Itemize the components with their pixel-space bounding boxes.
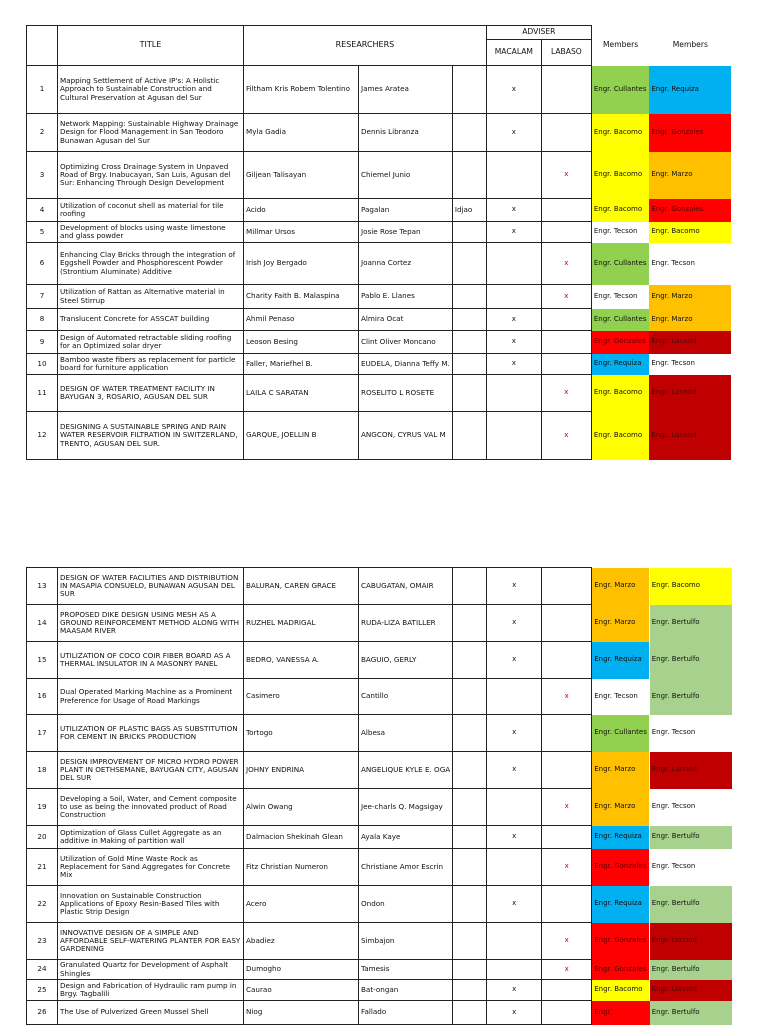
researcher-1: BEDRO, VANESSA A. [244,642,359,679]
table-row [27,980,732,1001]
row-title: UTILIZATION OF COCO COIR FIBER BOARD AS A THERMAL INSULATOR IN A MASONRY PANEL [58,642,244,679]
adviser-macalam-mark [487,849,542,886]
researcher-1: Giljean Talisayan [244,152,359,199]
researcher-3 [453,1001,487,1025]
table-row [27,715,732,752]
adviser-macalam-mark [486,243,541,285]
researcher-2: Simbajon [359,923,453,960]
table-row [27,285,732,309]
table-row [27,849,732,886]
member-1-badge: Engr. Gonzales [592,923,650,960]
researcher-2: Bat-ongan [359,980,453,1001]
researcher-3 [453,960,487,980]
researcher-3 [452,222,486,243]
member-1-badge: Engr. Gonzales [592,960,650,980]
researcher-3 [453,980,487,1001]
researcher-3 [453,826,487,849]
member-1-badge: Engr. Tecson [592,679,650,715]
researcher-3 [453,642,487,679]
row-title: Utilization of coconut shell as material for tile roofing [58,199,244,222]
row-number: 6 [27,243,58,285]
member-2-badge: Engr. Tecson [649,243,731,285]
adviser-macalam-mark: x [487,826,542,849]
adviser-labaso-mark [541,199,591,222]
adviser-macalam-mark: x [486,114,541,152]
row-title: Granulated Quartz for Development of Asphalt Shingles [58,960,244,980]
adviser-labaso-mark [542,715,592,752]
row-number: 7 [27,285,58,309]
researcher-3 [452,114,486,152]
researcher-1: Acero [244,886,359,923]
member-1-badge: Engr. Requiza [591,354,649,375]
member-2-badge: Engr. Lucnod [650,752,732,789]
researcher-2: Jee-charls Q. Magsigay [359,789,453,826]
researcher-2: EUDELA, Dianna Teffy M. [359,354,453,375]
researcher-3 [452,243,486,285]
row-number: 21 [27,849,58,886]
member-2-badge: Engr. Bacomo [650,568,732,605]
row-title: Developing a Soil, Water, and Cement composite to use as being the innovated product of Road Construction [58,789,244,826]
row-number: 8 [27,309,58,331]
row-number: 5 [27,222,58,243]
adviser-labaso-mark [542,642,592,679]
row-title: Development of blocks using waste limestone and glass powder [58,222,244,243]
adviser-labaso-mark [541,66,591,114]
researcher-2: Josie Rose Tepan [359,222,453,243]
researcher-2: Christiane Amor Escrin [359,849,453,886]
adviser-macalam-mark: x [487,886,542,923]
member-2-badge: Engr. Bertulfo [650,826,732,849]
member-1-badge: Engr. Cullantes [591,66,649,114]
member-1-badge: Engr. Bacomo [591,199,649,222]
researcher-1: BALURAN, CAREN GRACE [244,568,359,605]
researcher-1: Niog [244,1001,359,1025]
researcher-1: Filtham Kris Robem Tolentino [244,66,359,114]
researcher-1: LAILA C SARATAN [244,375,359,412]
adviser-labaso-mark [541,114,591,152]
member-2-badge: Engr. Requiza [649,66,731,114]
researcher-3 [452,309,486,331]
researcher-1: Casimero [244,679,359,715]
member-1-badge: Engr. Bacomo [591,375,649,412]
researcher-1: Dumogho [244,960,359,980]
researcher-2: BAGUIO, GERLY [359,642,453,679]
adviser-macalam-mark: x [487,605,542,642]
adviser-labaso-mark: x [542,789,592,826]
row-number: 23 [27,923,58,960]
row-number: 25 [27,980,58,1001]
header-members-2: Members [672,40,708,50]
row-number: 20 [27,826,58,849]
adviser-labaso-mark [542,980,592,1001]
adviser-labaso-mark [541,331,591,354]
adviser-labaso-mark [541,222,591,243]
researcher-1: Ahmil Penaso [244,309,359,331]
researcher-3 [452,285,486,309]
researcher-1: Myla Gadia [244,114,359,152]
adviser-macalam-mark: x [486,66,541,114]
adviser-labaso-mark: x [541,412,591,460]
header-adviser-macalam: MACALAM [486,40,541,66]
researcher-3 [453,886,487,923]
header-adviser: ADVISER [486,26,591,40]
table-row [27,66,732,114]
researcher-2: Pablo E. Llanes [359,285,453,309]
member-2-badge: Engr. Lucnod [649,331,731,354]
table-row [27,152,732,199]
row-title: DESIGN OF WATER TREATMENT FACILITY IN BAYUGAN 3, ROSARIO, AGUSAN DEL SUR [58,375,244,412]
row-title: DESIGN IMPROVEMENT OF MICRO HYDRO POWER PLANT IN OETHSEMANE, BAYUGAN CITY, AGUSAN DEL SUR [58,752,244,789]
adviser-macalam-mark: x [487,980,542,1001]
adviser-macalam-mark: x [486,309,541,331]
adviser-macalam-mark [487,923,542,960]
researcher-2: ROSELITO L ROSETE [359,375,453,412]
researcher-1: Acido [244,199,359,222]
member-1-badge: Engr. Marzo [592,568,650,605]
row-number: 18 [27,752,58,789]
member-2-badge: Engr. Tecson [650,849,732,886]
row-title: Optimization of Glass Cullet Aggregate as an additive in Making of partition wall [58,826,244,849]
researcher-1: Alwin Owang [244,789,359,826]
member-1-badge: Engr. Marzo [592,789,650,826]
researcher-3: Idjao [452,199,486,222]
row-number: 26 [27,1001,58,1025]
member-2-badge: Engr. Bertulfo [650,642,732,679]
adviser-labaso-mark [542,568,592,605]
table-row [27,568,732,605]
table-row [27,752,732,789]
adviser-macalam-mark [486,285,541,309]
adviser-macalam-mark: x [487,715,542,752]
member-1-badge: Engr. Cullantes [592,715,650,752]
header-adviser-labaso: LABASO [541,40,591,66]
researcher-2: Almira Ocat [359,309,453,331]
researcher-2: Dennis Libranza [359,114,453,152]
header-number [27,26,58,66]
adviser-labaso-mark [541,354,591,375]
adviser-macalam-mark: x [486,331,541,354]
researcher-2: Clint Oliver Moncano [359,331,453,354]
member-2-badge: Engr. Bertulfo [650,605,732,642]
table-row [27,412,732,460]
researcher-3 [453,605,487,642]
table-row [27,960,732,980]
row-number: 17 [27,715,58,752]
researcher-1: GARQUE, JOELLIN B [244,412,359,460]
adviser-labaso-mark [542,1001,592,1025]
adviser-labaso-mark [541,309,591,331]
adviser-macalam-mark: x [486,222,541,243]
row-number: 13 [27,568,58,605]
researcher-2: ANGELIQUE KYLE E. OGA [359,752,453,789]
member-1-badge: Engr. Bacomo [591,152,649,199]
researcher-1: Millmar Ursos [244,222,359,243]
member-1-badge: Engr. Marzo [592,752,650,789]
member-2-badge: Engr. Lucnod [649,375,731,412]
row-number: 11 [27,375,58,412]
member-1-badge: Engr. Requiza [592,642,650,679]
researcher-1: Faller, Mariefhel B. [244,354,359,375]
member-2-badge: Engr. Bacomo [649,222,731,243]
researcher-3 [453,849,487,886]
header-title: TITLE [58,26,244,66]
table-row [27,642,732,679]
row-title: Design and Fabrication of Hydraulic ram pump in Brgy. Tagbalili [58,980,244,1001]
table-row [27,923,732,960]
researcher-1: Abadiez [244,923,359,960]
member-1-badge: Engr. Cullantes [591,243,649,285]
member-2-badge: Engr. Tecson [650,789,732,826]
member-2-badge: Engr. Tecson [650,715,732,752]
member-1-badge: Engr. Bacomo [591,114,649,152]
member-1-badge: Engr. Tecson [591,285,649,309]
adviser-labaso-mark: x [541,243,591,285]
header-researchers: RESEARCHERS [244,26,487,66]
researcher-2: ANGCON, CYRUS VAL M [359,412,453,460]
researcher-2: Ondon [359,886,453,923]
adviser-labaso-mark [542,605,592,642]
adviser-labaso-mark [542,826,592,849]
member-1-badge: Engr. Gonzales [592,849,650,886]
researcher-3 [452,152,486,199]
researcher-3 [453,752,487,789]
row-title: Network Mapping: Sustainable Highway Drainage Design for Flood Management in San Teodoro Bunawan Agusan del Sur [58,114,244,152]
member-1-badge: Engr. [592,1001,650,1025]
member-1-badge: Engr. Bacomo [592,980,650,1001]
adviser-labaso-mark: x [542,679,592,715]
researcher-2: Joanna Cortez [359,243,453,285]
member-2-badge: Engr. Tecson [649,354,731,375]
adviser-macalam-mark: x [486,354,541,375]
row-title: Enhancing Clay Bricks through the integration of Eggshell Powder and Phosphorescent Powder (Strontium Aluminate) Additive [58,243,244,285]
researcher-1: Tortogo [244,715,359,752]
adviser-macalam-mark [487,789,542,826]
adviser-macalam-mark [487,679,542,715]
row-title: DESIGN OF WATER FACILITIES AND DISTRIBUTION IN MASAPIA CONSUELO, BUNAWAN AGUSAN DEL SUR [58,568,244,605]
researcher-3 [453,568,487,605]
row-title: DESIGNING A SUSTAINABLE SPRING AND RAIN WATER RESERVOIR FILTRATION IN SWITZERLAND, TRENTO, AGUSAN DEL SUR. [58,412,244,460]
member-1-badge: Engr. Cullantes [591,309,649,331]
adviser-labaso-mark: x [542,849,592,886]
adviser-labaso-mark: x [541,285,591,309]
table-row [27,375,732,412]
table-row [27,243,732,285]
row-number: 4 [27,199,58,222]
row-title: Dual Operated Marking Machine as a Prominent Preference for Usage of Road Markings [58,679,244,715]
adviser-labaso-mark [542,752,592,789]
row-number: 19 [27,789,58,826]
member-1-badge: Engr. Marzo [592,605,650,642]
researcher-1: Charity Faith B. Malaspina [244,285,359,309]
member-2-badge: Engr. Bertulfo [650,960,732,980]
researcher-1: RUZHEL MADRIGAL [244,605,359,642]
row-number: 1 [27,66,58,114]
row-number: 2 [27,114,58,152]
researcher-3 [453,923,487,960]
researcher-2: RUDA-LIZA BATILLER [359,605,453,642]
adviser-macalam-mark: x [487,642,542,679]
researcher-1: Dalmacion Shekinah Glean [244,826,359,849]
table-row [27,222,732,243]
researcher-2: Pagalan [359,199,453,222]
researcher-2: Ayala Kaye [359,826,453,849]
table-row [27,1001,732,1025]
row-title: Utilization of Gold Mine Waste Rock as Replacement for Sand Aggregates for Concrete Mix [58,849,244,886]
member-1-badge: Engr. Tecson [591,222,649,243]
researcher-2: Fallado [359,1001,453,1025]
adviser-macalam-mark [486,152,541,199]
adviser-macalam-mark: x [487,1001,542,1025]
table-row [27,789,732,826]
table-row [27,679,732,715]
row-number: 9 [27,331,58,354]
researcher-1: Leoson Besing [244,331,359,354]
member-2-badge: Engr. Lucnod [650,980,732,1001]
adviser-labaso-mark: x [541,152,591,199]
member-2-badge: Engr. Bertulfo [650,679,732,715]
researcher-1: Caurao [244,980,359,1001]
member-1-badge: Engr. Bacomo [591,412,649,460]
member-1-badge: Engr. Requiza [592,826,650,849]
researcher-3 [453,679,487,715]
member-2-badge: Engr. Marzo [649,285,731,309]
row-title: Mapping Settlement of Active IP's: A Holistic Approach to Sustainable Construction and Cultural Preservation at Agusan del Sur [58,66,244,114]
researcher-3 [452,66,486,114]
table-row [27,354,732,375]
adviser-macalam-mark: x [487,752,542,789]
adviser-labaso-mark: x [542,923,592,960]
table-row [27,199,732,222]
row-number: 16 [27,679,58,715]
researcher-2: Albesa [359,715,453,752]
row-title: The Use of Pulverized Green Mussel Shell [58,1001,244,1025]
row-number: 10 [27,354,58,375]
adviser-labaso-mark [542,886,592,923]
row-title: Bamboo waste fibers as replacement for particle board for furniture application [58,354,244,375]
row-number: 22 [27,886,58,923]
adviser-labaso-mark: x [541,375,591,412]
researcher-2: James Aratea [359,66,453,114]
researcher-1: JOHNY ENDRINA [244,752,359,789]
researcher-2: CABUGATAN, OMAIR [359,568,453,605]
researcher-2: Tamesis [359,960,453,980]
researcher-2: Chiemel Junio [359,152,453,199]
researcher-3 [452,354,486,375]
row-title: PROPOSED DIKE DESIGN USING MESH AS A GROUND REINFORCEMENT METHOD ALONG WITH MAASAM RIVER [58,605,244,642]
member-2-badge: Engr. Bertulfo [650,886,732,923]
member-2-badge: Engr. Marzo [649,152,731,199]
member-2-badge: Engr. Lucnod [650,923,732,960]
adviser-labaso-mark: x [542,960,592,980]
table-row [27,309,732,331]
adviser-macalam-mark: x [486,199,541,222]
researcher-3 [452,375,486,412]
table-row [27,826,732,849]
row-number: 3 [27,152,58,199]
researcher-3 [452,412,486,460]
member-1-badge: Engr. Requiza [592,886,650,923]
table-row [27,114,732,152]
row-number: 24 [27,960,58,980]
header-members-1: Members [602,40,639,50]
researcher-2: Cantillo [359,679,453,715]
row-title: Design of Automated retractable sliding roofing for an Optimized solar dryer [58,331,244,354]
row-title: UTILIZATION OF PLASTIC BAGS AS SUBSTITUTION FOR CEMENT IN BRICKS PRODUCTION [58,715,244,752]
member-2-badge: Engr. Gonzales [649,199,731,222]
table-row [27,605,732,642]
table-row [27,886,732,923]
row-title: Optimizing Cross Drainage System in Unpaved Road of Brgy. Inabucayan, San Luis, Agusan del Sur: Enhancing Through Design Development [58,152,244,199]
table-row [27,331,732,354]
researcher-1: Irish Joy Bergado [244,243,359,285]
row-title: Utilization of Rattan as Alternative material in Steel Stirrup [58,285,244,309]
member-1-badge: Engr. Gonzales [591,331,649,354]
member-2-badge: Engr. Marzo [649,309,731,331]
adviser-macalam-mark: x [487,568,542,605]
row-number: 14 [27,605,58,642]
researcher-3 [453,715,487,752]
research-table-2 [26,567,732,1025]
adviser-macalam-mark [487,960,542,980]
row-title: INNOVATIVE DESIGN OF A SIMPLE AND AFFORDABLE SELF-WATERING PLANTER FOR EASY GARDENING [58,923,244,960]
adviser-macalam-mark [486,375,541,412]
row-number: 12 [27,412,58,460]
row-number: 15 [27,642,58,679]
member-2-badge: Engr. Lucnod [649,412,731,460]
research-table-1 [26,25,731,460]
member-2-badge: Engr. Bertulfo [650,1001,732,1025]
researcher-3 [453,789,487,826]
researcher-3 [452,331,486,354]
researcher-1: Fitz Christian Numeron [244,849,359,886]
member-2-badge: Engr. Gonzales [649,114,731,152]
row-title: Translucent Concrete for ASSCAT building [58,309,244,331]
row-title: Innovation on Sustainable Construction Applications of Epoxy Resin-Based Tiles with Plastic Strip Design [58,886,244,923]
adviser-macalam-mark [486,412,541,460]
